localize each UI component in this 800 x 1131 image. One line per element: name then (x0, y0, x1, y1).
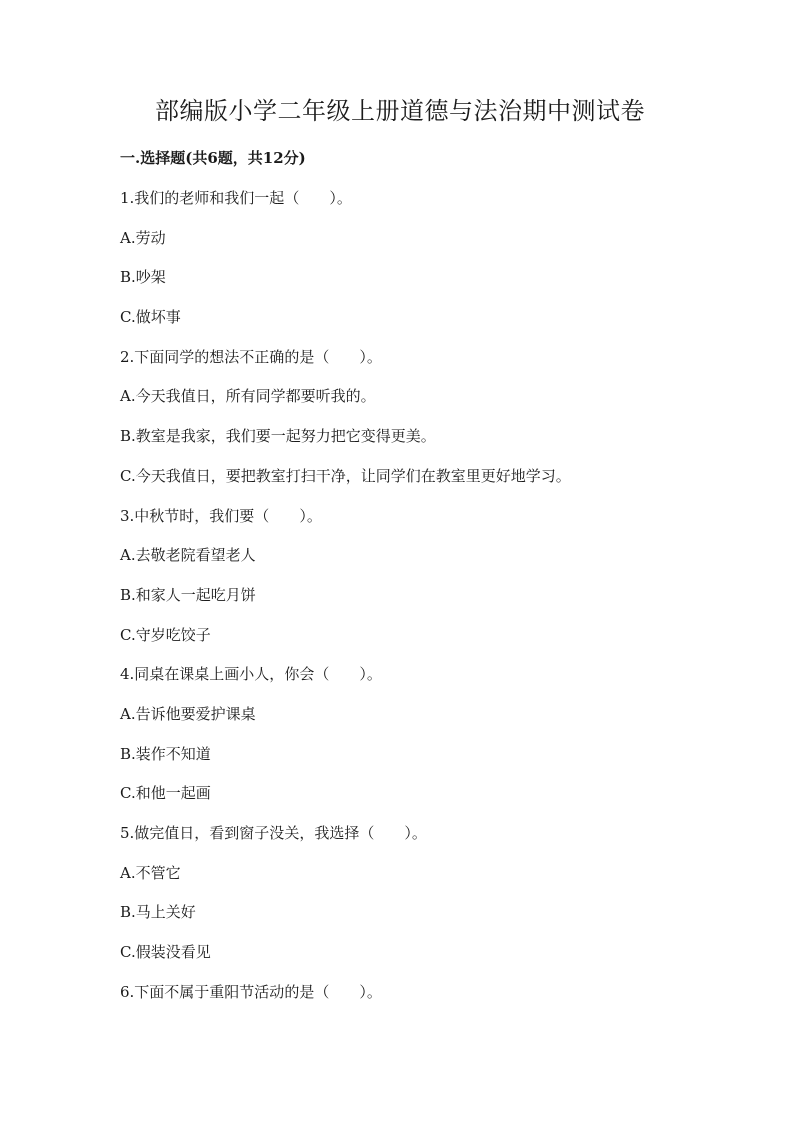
question-3-option-a: A.去敬老院看望老人 (120, 546, 256, 565)
question-1-option-a: A.劳动 (120, 228, 166, 247)
question-5-option-c: C.假装没看见 (120, 943, 211, 962)
section-heading: 一.选择题(共6题，共12分) (120, 149, 306, 167)
question-1-option-c: C.做坏事 (120, 308, 181, 327)
question-6-stem: 6.下面不属于重阳节活动的是（ ）。 (120, 982, 382, 1001)
question-3-option-c: C.守岁吃饺子 (120, 625, 211, 644)
question-3-stem: 3.中秋节时，我们要（ ）。 (120, 506, 322, 525)
question-3-option-b: B.和家人一起吃月饼 (120, 585, 256, 604)
question-5-option-a: A.不管它 (120, 863, 181, 882)
question-2-stem: 2.下面同学的想法不正确的是（ ）。 (120, 347, 382, 366)
question-5-option-b: B.马上关好 (120, 903, 196, 922)
question-2-option-b: B.教室是我家，我们要一起努力把它变得更美。 (120, 427, 436, 446)
document-title: 部编版小学二年级上册道德与法治期中测试卷 (155, 97, 645, 125)
question-2-option-c: C.今天我值日，要把教室打扫干净，让同学们在教室里更好地学习。 (120, 466, 571, 485)
question-1-option-b: B.吵架 (120, 268, 166, 287)
question-1-stem: 1.我们的老师和我们一起（ ）。 (120, 189, 352, 207)
question-5-stem: 5.做完值日，看到窗子没关，我选择（ ）。 (120, 824, 427, 842)
question-4-option-c: C.和他一起画 (120, 784, 211, 803)
question-4-option-a: A.告诉他要爱护课桌 (120, 704, 256, 723)
question-4-stem: 4.同桌在课桌上画小人，你会（ ）。 (120, 665, 382, 684)
question-4-option-b: B.装作不知道 (120, 744, 211, 763)
question-list (120, 186, 760, 1019)
question-2-option-a: A.今天我值日，所有同学都要听我的。 (120, 387, 376, 406)
